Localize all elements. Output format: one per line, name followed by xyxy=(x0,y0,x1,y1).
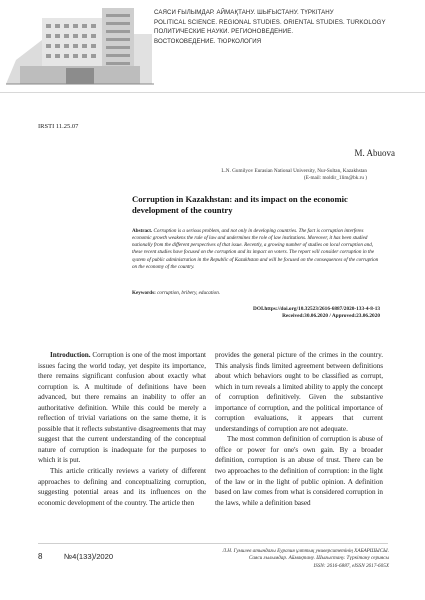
keywords-values: corruption, bribery, education. xyxy=(157,290,221,296)
issue-number: №4(133)/2020 xyxy=(64,552,114,561)
journal-name: Л.Н. Гумилев атындағы Еуразия ұлттық университетінің ХАБАРШЫСЫ. xyxy=(222,548,389,554)
abstract-text: Corruption is a serious problem, and not only in developing countries. The fact is corruption interferes economic growth weakens the rule of law and undermines the role of law institutions. Moreover, it has been studied nationally from the different perspectives of that issue. Recently, a growing number of studies on local corruption and, these recent studies have focused on the corruption and its impact on voters. The report will consider corruption in the system of public administration in the Republic of Kazakhstan and will be focused on the consequences of the corruption on the economy of the country. xyxy=(132,228,379,270)
author-affiliation xyxy=(137,168,367,182)
affiliation-institution: L.N. Gumilyov Eurasian National University, Nur-Sultan, Kazakhstan xyxy=(221,168,367,174)
author-name: M. Abuova xyxy=(354,148,395,158)
keywords-label: Keywords: xyxy=(132,290,156,296)
body-column-left xyxy=(38,350,206,508)
keywords xyxy=(132,290,380,297)
body-column-right xyxy=(215,350,383,508)
abstract-label: Abstract. xyxy=(132,228,153,234)
journal-issn: ISSN: 2616-6887, eISSN 2617-605X xyxy=(313,562,389,569)
introduction-label: Introduction. xyxy=(50,351,91,359)
university-building-logo xyxy=(6,4,154,90)
intro-paragraph xyxy=(38,350,206,466)
footer-journal-info xyxy=(199,548,389,570)
affiliation-email: (E-mail: moldir_1lim@bk.ru ) xyxy=(303,175,367,181)
journal-header xyxy=(0,0,425,93)
received-approved-dates: Received:30.06.2020 / Approved:23.06.2020 xyxy=(282,313,380,320)
section-title-kazakh: САЯСИ ҒЫЛЫМДАР. АЙМАҚТАНУ. ШЫҒЫСТАНУ. ТҮРКІТАНУ xyxy=(154,9,334,16)
irsti-code: IRSTI 11.25.07 xyxy=(38,123,79,130)
section-title-english: POLITICAL SCIENCE. REGIONAL STUDIES. ORIENTAL STUDIES. TURKOLOGY xyxy=(154,18,386,26)
journal-section-titles xyxy=(154,8,420,46)
footer-divider xyxy=(38,543,388,544)
section-title-russian-line1: ПОЛИТИЧЕСКИЕ НАУКИ. РЕГИОНОВЕДЕНИЕ. xyxy=(154,28,294,35)
article-title: Corruption in Kazakhstan: and its impact on the economic development of the country xyxy=(132,194,348,215)
section-title-russian-line2: ВОСТОКОВЕДЕНИЕ. ТЮРКОЛОГИЯ xyxy=(154,37,262,45)
body-paragraph-continued: provides the general picture of the crimes in the country. This analysis finds limited agreement between definitions about which behaviors ought to be classified as corrupt, which in turn reveals a limited ability to apply the concept of corruption definitively. Given the substantive importance of corruption, and the political importance of corruption evaluations, it appears that current understandings of corruption are not adequate. xyxy=(215,351,383,433)
intro-paragraph-text: Corruption is one of the most important issues facing the world today, yet despite its importance, there remains significant confusion about exactly what corruption is. A multitude of definitions have been advanced, but there remains an inability to offer an authoritative definition. While this could be merely a reflection of trivial variations on the same theme, it is possible that it reflects substantive disagreements that may suggest that the current understanding of the conceptual nature of corruption is inadequate for the purposes to which it is put. xyxy=(38,351,206,465)
abstract xyxy=(132,228,380,271)
page-number: 8 xyxy=(38,552,43,561)
body-paragraph: This article critically reviews a variety of different approaches to defining and conceptualizing corruption, suggesting potential areas and its influences on the economic development of the country. The article then xyxy=(38,467,206,507)
doi-link[interactable]: DOI.https://doi.org/10.32523/2616-6887/2020-133-4-8-13 xyxy=(253,306,380,312)
journal-series: Саяси ғылымдар. Аймақтану. Шығыстану. Түркітану сериясы xyxy=(248,555,389,562)
doi-block xyxy=(253,306,380,321)
body-paragraph: The most common definition of corruption is abuse of office or power for one's own gain. By a broader definition, corruption is an abuse of trust. There can be two approaches to the definition of corruption: in the light of the law or in the light of public opinion. A definition based on law comes from what is considered corruption in the laws, while a definition based xyxy=(215,435,383,507)
